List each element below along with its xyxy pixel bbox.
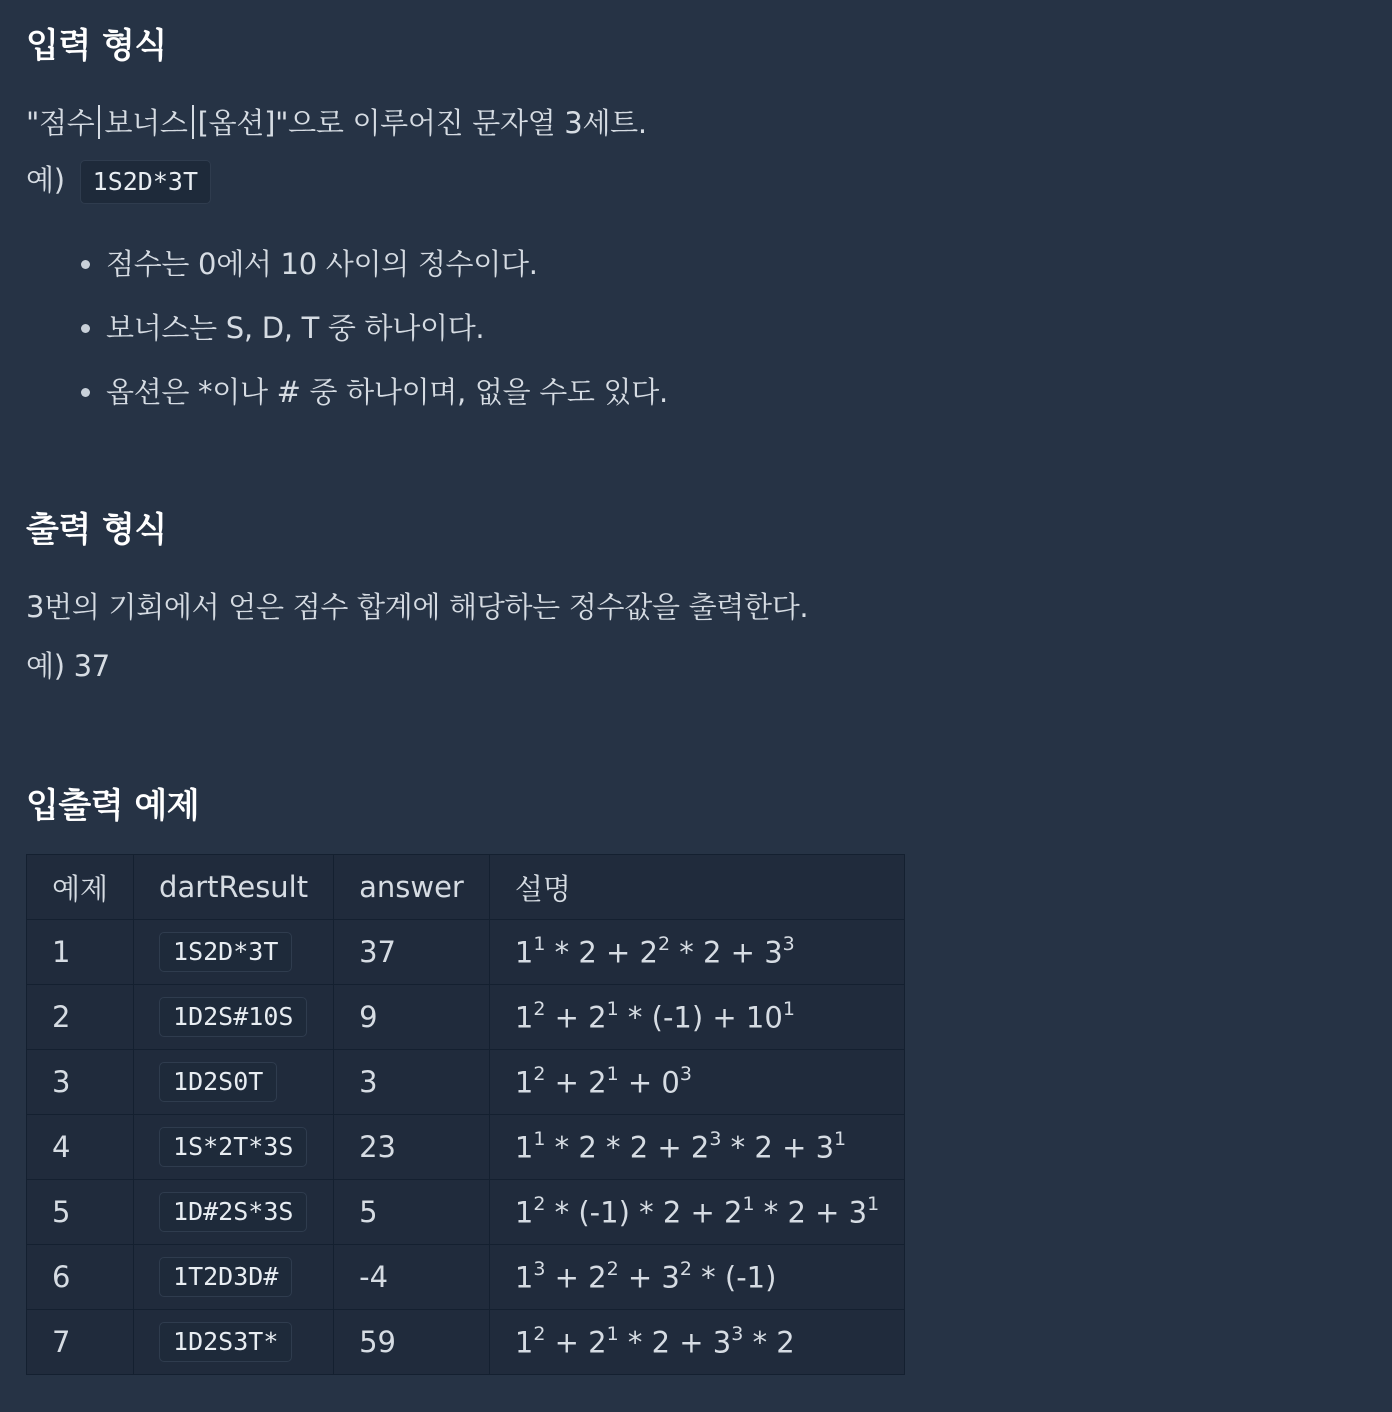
table-row xyxy=(27,1245,905,1310)
explanation-cell: $1^2 + 2^1 + 0^3$ xyxy=(489,1050,904,1115)
dart-result-cell xyxy=(134,1245,334,1310)
dart-result-cell xyxy=(134,1115,334,1180)
dart-result-cell xyxy=(134,1050,334,1115)
output-format-title: 출력 형식 xyxy=(26,510,167,550)
answer-cell: 5 xyxy=(334,1180,490,1245)
table-row xyxy=(27,1115,905,1180)
explanation-cell: $1^3 + 2^2 + 3^2 * (-1)$ xyxy=(489,1245,904,1310)
explanation-cell: $1^1 * 2 + 2^2 * 2 + 3^3$ xyxy=(489,920,904,985)
dart-result-cell xyxy=(134,985,334,1050)
header-answer: answer xyxy=(334,855,490,920)
table-header-row xyxy=(27,855,905,920)
table-row xyxy=(27,1310,905,1375)
input-format-description xyxy=(26,101,647,142)
dart-result-cell xyxy=(134,1180,334,1245)
explanation-cell: $1^2 + 2^1 * 2 + 3^3 * 2$ xyxy=(489,1310,904,1375)
header-explanation: 설명 xyxy=(489,855,904,920)
output-example: 예) 37 xyxy=(26,649,110,683)
answer-cell: 3 xyxy=(334,1050,490,1115)
table-row xyxy=(27,1180,905,1245)
input-example-label: 예) xyxy=(26,163,65,197)
input-example-code: 1S2D*3T xyxy=(80,160,211,204)
answer-cell: -4 xyxy=(334,1245,490,1310)
dart-result-code: 1S2D*3T xyxy=(159,932,292,972)
answer-cell: 59 xyxy=(334,1310,490,1375)
answer-cell: 23 xyxy=(334,1115,490,1180)
answer-cell: 37 xyxy=(334,920,490,985)
example-number: 4 xyxy=(27,1115,134,1180)
dart-result-cell xyxy=(134,1310,334,1375)
input-desc-bonus: 보너스 xyxy=(104,106,188,140)
dart-result-code: 1S*2T*3S xyxy=(159,1127,307,1167)
example-number: 5 xyxy=(27,1180,134,1245)
header-dart-result: dartResult xyxy=(134,855,334,920)
list-item: 옵션은 *이나 # 중 하나이며, 없을 수도 있다. xyxy=(26,360,926,424)
input-format-title: 입력 형식 xyxy=(26,26,167,66)
table-row xyxy=(27,985,905,1050)
examples-table-body xyxy=(27,920,905,1375)
input-example xyxy=(26,158,211,204)
input-desc-option: [옵션]"으로 이루어진 문자열 3세트. xyxy=(197,106,647,140)
table-row xyxy=(27,1050,905,1115)
output-format-description: 3번의 기회에서 얻은 점수 합계에 해당하는 정수값을 출력한다. xyxy=(26,590,809,624)
explanation-cell: $1^1 * 2 * 2 + 2^3 * 2 + 3^1$ xyxy=(489,1115,904,1180)
dart-result-code: 1D2S#10S xyxy=(159,997,307,1037)
pipe-divider xyxy=(98,105,100,139)
explanation-cell: $1^2 + 2^1 * (-1) + 10^1$ xyxy=(489,985,904,1050)
example-number: 6 xyxy=(27,1245,134,1310)
list-item: 점수는 0에서 10 사이의 정수이다. xyxy=(26,232,926,296)
example-number: 1 xyxy=(27,920,134,985)
table-row xyxy=(27,920,905,985)
dart-result-code: 1D2S0T xyxy=(159,1062,277,1102)
dart-result-code: 1D2S3T* xyxy=(159,1322,292,1362)
dart-result-code: 1D#2S*3S xyxy=(159,1192,307,1232)
input-rules-list xyxy=(26,232,926,424)
explanation-cell: $1^2 * (-1) * 2 + 2^1 * 2 + 3^1$ xyxy=(489,1180,904,1245)
examples-title: 입출력 예제 xyxy=(26,786,200,826)
pipe-divider xyxy=(192,105,194,139)
example-number: 7 xyxy=(27,1310,134,1375)
example-number: 2 xyxy=(27,985,134,1050)
header-example-no: 예제 xyxy=(27,855,134,920)
examples-table xyxy=(26,854,905,1375)
dart-result-cell xyxy=(134,920,334,985)
list-item: 보너스는 S, D, T 중 하나이다. xyxy=(26,296,926,360)
example-number: 3 xyxy=(27,1050,134,1115)
dart-result-code: 1T2D3D# xyxy=(159,1257,292,1297)
answer-cell: 9 xyxy=(334,985,490,1050)
input-desc-score: "점수 xyxy=(26,106,95,140)
